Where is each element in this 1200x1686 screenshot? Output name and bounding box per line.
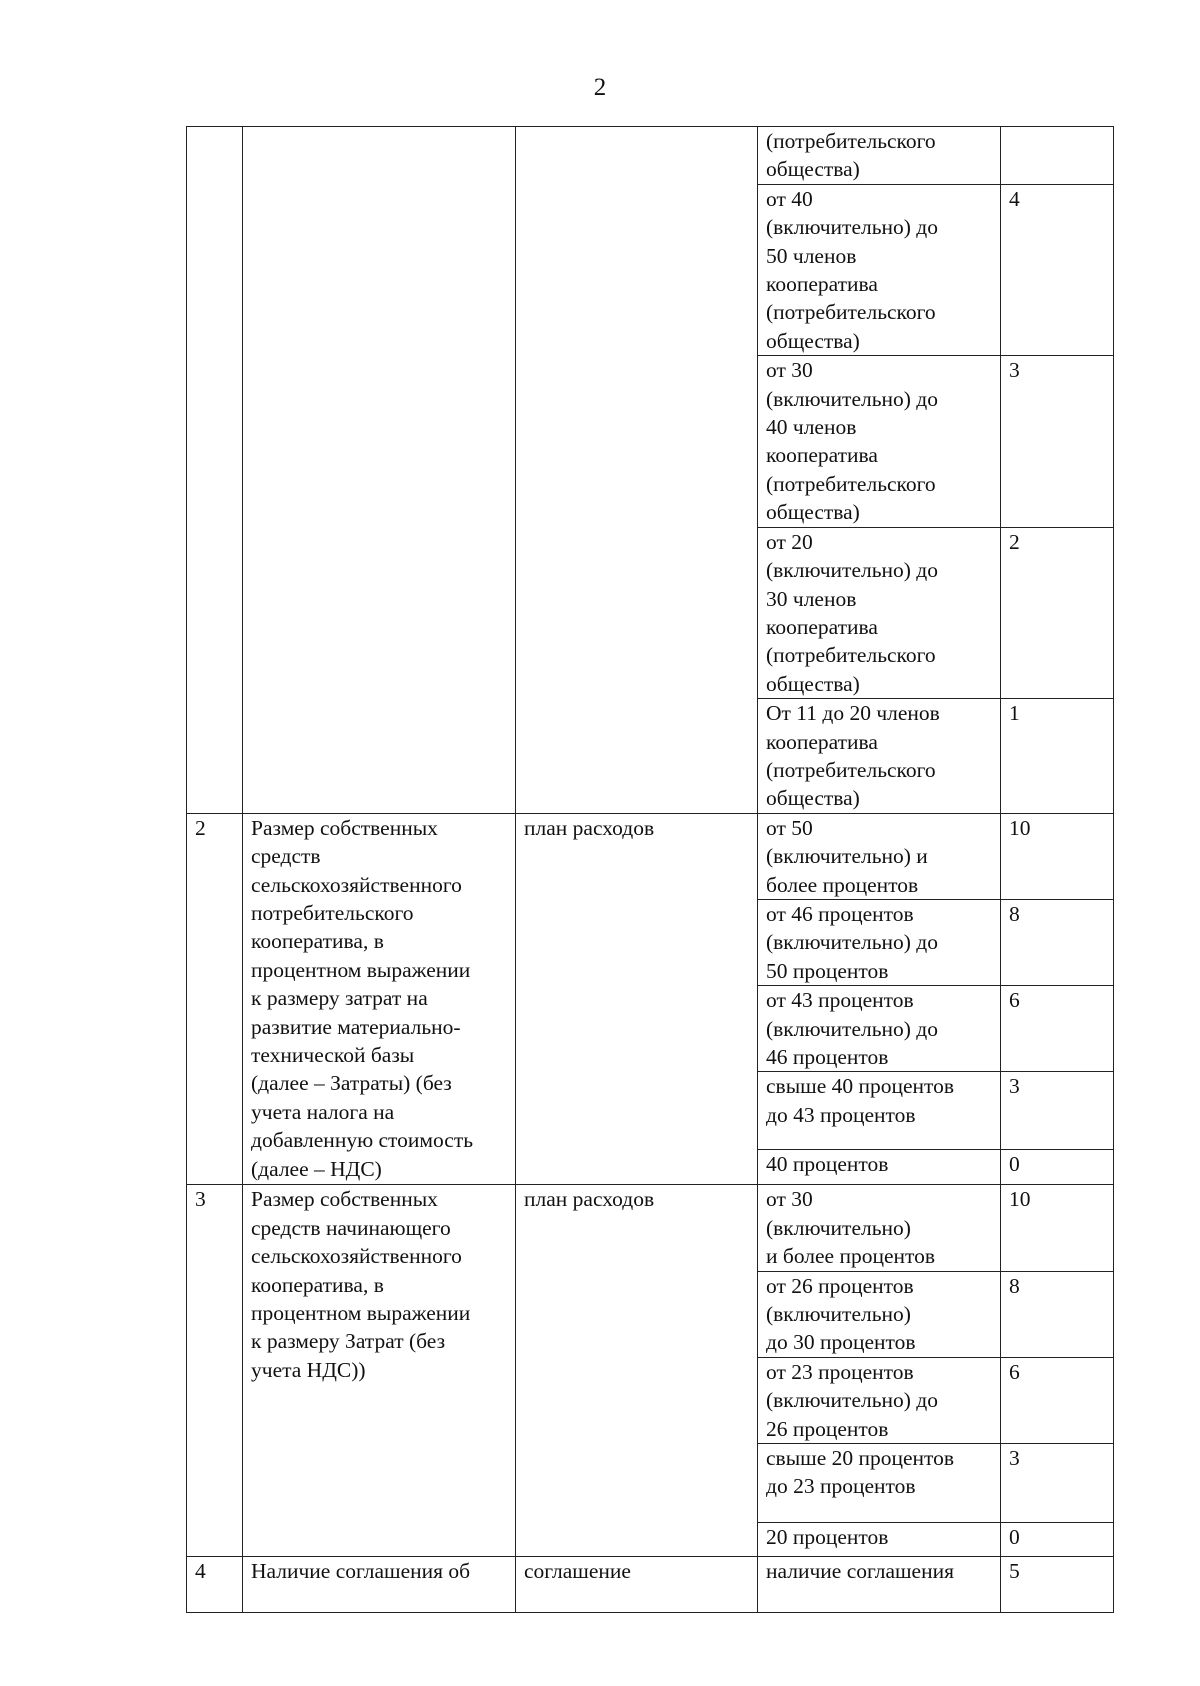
score-cell: 10 — [1001, 1185, 1114, 1271]
score-cell: 6 — [1001, 1357, 1114, 1443]
condition-cell: от 26 процентов (включительно) до 30 процентов — [758, 1271, 1001, 1357]
document-cell — [516, 127, 758, 814]
score-cell: 10 — [1001, 813, 1114, 899]
score-cell: 4 — [1001, 184, 1114, 355]
table-row — [187, 813, 1114, 899]
score-cell: 0 — [1001, 1150, 1114, 1185]
condition-cell: от 40 (включительно) до 50 членов кооператива (потребительского общества) — [758, 184, 1001, 355]
condition-cell: от 43 процентов (включительно) до 46 процентов — [758, 986, 1001, 1072]
condition-cell: от 23 процентов (включительно) до 26 процентов — [758, 1357, 1001, 1443]
score-cell: 6 — [1001, 986, 1114, 1072]
condition-cell: от 30 (включительно) до 40 членов кооператива (потребительского общества) — [758, 356, 1001, 527]
score-cell: 8 — [1001, 899, 1114, 985]
condition-cell: свыше 20 процентов до 23 процентов — [758, 1444, 1001, 1523]
row-number-cell: 2 — [187, 813, 243, 1185]
condition-cell: 40 процентов — [758, 1150, 1001, 1185]
criterion-cell: Наличие соглашения об — [243, 1557, 516, 1613]
table-row — [187, 1557, 1114, 1613]
condition-cell: 20 процентов — [758, 1523, 1001, 1557]
document-cell: соглашение — [516, 1557, 758, 1613]
condition-cell: от 46 процентов (включительно) до 50 процентов — [758, 899, 1001, 985]
criterion-cell: Размер собственных средств начинающего сельскохозяйственного кооператива, в процентном выражении к размеру Затрат (без учета НДС)) — [243, 1185, 516, 1557]
score-cell: 3 — [1001, 1072, 1114, 1150]
score-cell — [1001, 127, 1114, 185]
condition-cell: наличие соглашения — [758, 1557, 1001, 1613]
criteria-table — [186, 126, 1114, 1613]
condition-cell: от 20 (включительно) до 30 членов кооператива (потребительского общества) — [758, 527, 1001, 698]
condition-cell: от 50 (включительно) и более процентов — [758, 813, 1001, 899]
score-cell: 3 — [1001, 356, 1114, 527]
row-number-cell: 4 — [187, 1557, 243, 1613]
score-cell: 3 — [1001, 1444, 1114, 1523]
page-number: 2 — [593, 74, 607, 101]
condition-cell: свыше 40 процентов до 43 процентов — [758, 1072, 1001, 1150]
condition-cell: от 30 (включительно) и более процентов — [758, 1185, 1001, 1271]
condition-cell: От 11 до 20 членов кооператива (потребительского общества) — [758, 699, 1001, 814]
score-cell: 8 — [1001, 1271, 1114, 1357]
row-number-cell: 3 — [187, 1185, 243, 1557]
table-row — [187, 1185, 1114, 1271]
criterion-cell — [243, 127, 516, 814]
table-row — [187, 127, 1114, 185]
score-cell: 1 — [1001, 699, 1114, 814]
document-cell: план расходов — [516, 813, 758, 1185]
criterion-cell: Размер собственных средств сельскохозяйственного потребительского кооператива, в процентном выражении к размеру затрат на развитие материально- технической базы (далее – Затраты) (без учета налога на добавленную стоимость (далее – НДС) — [243, 813, 516, 1185]
condition-cell: (потребительского общества) — [758, 127, 1001, 185]
row-number-cell — [187, 127, 243, 814]
score-cell: 0 — [1001, 1523, 1114, 1557]
score-cell: 5 — [1001, 1557, 1114, 1613]
document-cell: план расходов — [516, 1185, 758, 1557]
score-cell: 2 — [1001, 527, 1114, 698]
